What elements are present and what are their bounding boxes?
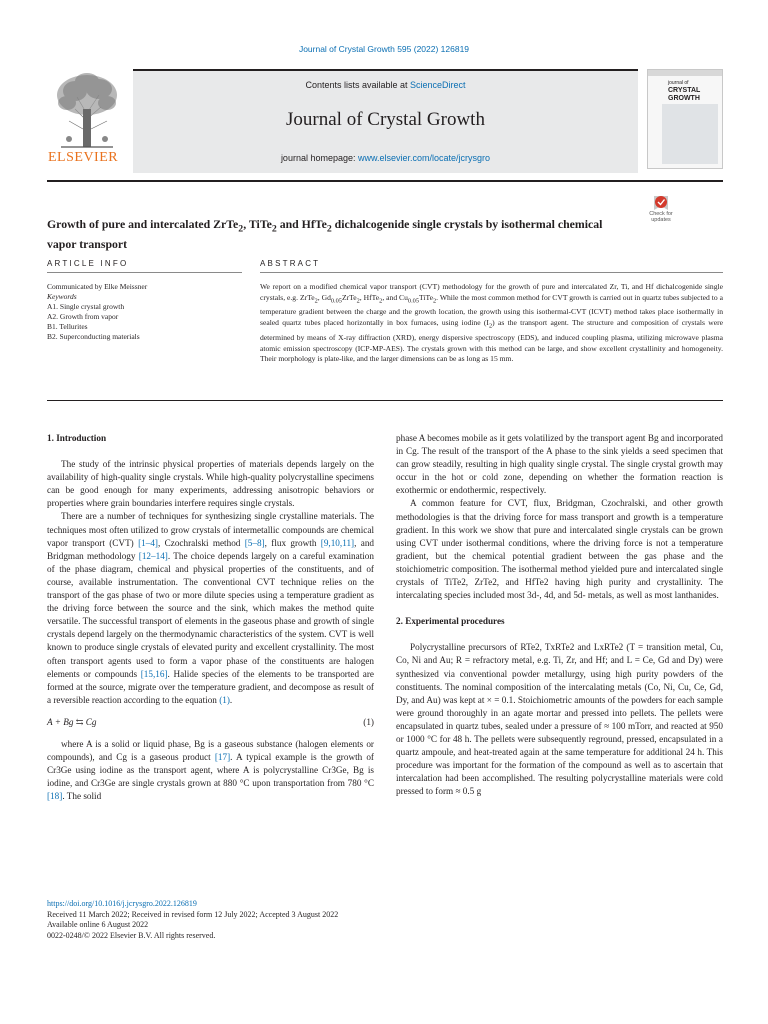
title-subscript: 2 — [326, 223, 332, 235]
abstract-part: , and Cu — [382, 292, 408, 302]
right-paragraph-1: phase A becomes mobile as it gets volatilized by the transport agent Bg and incorporated in Cg. The result of the transport of the A phase to the sink yields a seed specimen that can grow steadily, resulting in high quality single crystal. The single crystal growth may occur in the hot or cold zone, depending on whether the formation reaction is exothermic or endothermic, respectively. — [396, 433, 723, 496]
equation-number: (1) — [363, 716, 374, 727]
text-run: . The choice depends largely on a careful examination of the phase diagram, chemical and physical properties of the constituents, and of course, available instrumentation. The conventional CVT technique relies on the transport of the gas phase of two or more dilute species using a temperature gradient as the driving force between the source and the sink, which makes the method quite versatile. The successful transport of elements in the gaseous phase and growth of single crystals depend largely on the thermodynamic characteristics of the system. CVT is well known to produce single crystals of elevated purity and excellent crystallinity. The most often transport agents used to form a vapor phase of the constituents are halogen elements or compounds — [47, 550, 374, 679]
journal-citation-link[interactable]: Journal of Crystal Growth 595 (2022) 126819 — [298, 44, 470, 54]
reference-link[interactable]: [15,16] — [140, 668, 168, 679]
text-run: , flux growth — [264, 537, 321, 548]
experimental-paragraph-1: Polycrystalline precursors of RTe2, TxRTe2 and LxRTe2 (T = transition metal, Cu, Co, Ni and Au; R = refractory metal, e.g. Ti, Zr, and Hf; and L = Ce, Gd and Dy) were synthesized via conventional powder metallurgy, using high purity powders of the constituents. The nominal composition of the intercalating metals (Co, Ni, Cu, Ce, Gd, Dy, and Au) was kept at × = 0.1. Stoichiometric amounts of the powders for each sample were ground thoroughly in an agate mortar and pressed into pellets. The pellets were encapsulated in quartz tubes, sealed under a pressure of ≈ 100 mTorr, and reacted at 950 or 1000 °C for 48 h. The pellets were subsequently reground, pressed, encapsulated in a quartz ampoule, and heat-treated again at the same temperature for additional 24 h. This procedure was important for the formation of the compound as well as to ascertain that intercalation had been accomplished. The resulting polycrystalline materials were cold pressed to form ≈ 0.5 g — [396, 642, 723, 797]
abstract-sub: 2 — [379, 297, 383, 305]
elsevier-wordmark: ELSEVIER — [48, 150, 119, 165]
abstract-sub: 2 — [432, 297, 437, 305]
abstract-sub: 0.05 — [330, 297, 342, 305]
intro-paragraph-1: The study of the intrinsic physical properties of materials depends largely on the availability of high-quality single crystals. While high-quality polycrystalline specimens can be good enough for many experiments, addressing anisotropic behaviors or properties where grain boundaries interfere requires single crystals. — [47, 459, 374, 509]
text-run: There are a number of techniques for synthesizing single crystalline materials. The techniques most often utilized to grow crystals of intermetallic compounds are chemical vapor transport (CVT) — [47, 511, 374, 548]
abstract-rule — [260, 272, 723, 273]
homepage-link[interactable]: www.elsevier.com/locate/jcrysgro — [358, 153, 491, 163]
reference-link[interactable]: [17] — [214, 752, 231, 763]
abstract-sub: 2 — [314, 297, 318, 305]
left-column — [47, 432, 374, 803]
abstract-text — [260, 282, 723, 365]
abstract-part: ZrTe — [341, 292, 357, 302]
contents-line — [133, 80, 638, 90]
abstract-sub: 2 — [356, 297, 360, 305]
intro-paragraph-2 — [47, 510, 374, 706]
abstract-sub: 2 — [488, 322, 493, 330]
sciencedirect-link[interactable]: ScienceDirect — [410, 80, 466, 90]
reference-link[interactable]: [5–8] — [244, 537, 265, 548]
available-online: Available online 6 August 2022 — [47, 920, 149, 930]
contents-prefix: Contents lists available at — [305, 80, 411, 90]
copyright: 0022-0248/© 2022 Elsevier B.V. All rights reserved. — [47, 930, 216, 940]
text-run: , and Bridgman methodology — [47, 537, 375, 561]
text-run: . — [229, 694, 233, 705]
reference-link[interactable]: [18] — [47, 791, 63, 802]
article-footer — [47, 899, 723, 941]
check-updates-label: Check for updates — [649, 211, 673, 223]
text-run: . A typical example is the growth of Cr3Ge using iodine as the transport agent, where A is polycrystalline Cr3Ge, Bg is iodine, and Cr3Ge are single crystals grown at 880 °C upon transportation from 780 °C — [47, 752, 374, 789]
cover-top-bar — [648, 70, 722, 76]
check-for-updates-button[interactable] — [645, 194, 677, 230]
abstract-part: , Gd — [317, 292, 331, 302]
doi-link[interactable]: https://doi.org/10.1016/j.jcrysgro.2022.126819 — [47, 899, 197, 908]
homepage-line — [133, 153, 638, 163]
abstract-sub: 0.05 — [407, 297, 419, 305]
intro-paragraph-3 — [47, 738, 374, 803]
right-paragraph-2: A common feature for CVT, flux, Bridgman, Czochralski, and other growth methodologies is that the driving force for mass transport and growth is a temperature gradient. In this work we show that pure and intercalated single crystals can be grown using CVT under isothermal conditions, where the driving force is not a temperature gradient, but the chemical potential gradient between the gas phase and the stoichiometric composition. The isothermal method yielded pure and intercalated single crystals of TiTe2, ZrTe2, and HfTe2 having high purity and crystallinity. The intercalating species included most 3d-, 4d, and 5d- metals, as well as most lanthanides. — [396, 498, 723, 601]
equation-link[interactable]: (1) — [219, 694, 230, 705]
keywords-title: Keywords — [47, 292, 77, 301]
title-part: dichalcogenide single crystals by isothermal chemical vapor transport — [47, 217, 603, 251]
cover-title-line2: CRYSTAL — [668, 87, 701, 94]
check-updates-icon — [645, 194, 677, 212]
cover-title-line3: GROWTH — [668, 95, 700, 102]
equation-body: A + Bg ⇆ Cg — [47, 716, 97, 727]
title-part: Growth of pure and intercalated ZrTe — [47, 217, 239, 231]
elsevier-tree-icon — [47, 69, 127, 149]
journal-cover-thumbnail[interactable] — [647, 69, 723, 169]
header-divider — [47, 180, 723, 182]
keyword-item: B2. Superconducting materials — [47, 332, 140, 341]
cover-title — [668, 79, 720, 103]
article-info-heading: ARTICLE INFO — [47, 259, 129, 268]
title-part: , TiTe — [243, 217, 272, 231]
text-run: . The solid — [62, 791, 102, 802]
abstract-divider — [47, 400, 723, 401]
abstract-part: ) as the transport agent. The structure and composition of crystals were determined by means of X-ray diffraction (XRD), energy dispersive spectroscopy (EDS), and induced coupling plasma, utilizing microwave plasma atomic emission spectroscopy (ICP-MP-AES). The crystals grown with this method can be large, and show excellent crystallinity and homogeneity. Their morphology is plate-like, and the larger dimensions can be as long as 15 mm. — [260, 318, 723, 364]
homepage-prefix: journal homepage: — [280, 153, 358, 163]
keyword-item: B1. Tellurites — [47, 322, 88, 331]
keyword-item: A1. Single crystal growth — [47, 302, 125, 311]
keyword-item: A2. Growth from vapor — [47, 312, 119, 321]
communicated-by: Communicated by Elke Meissner — [47, 282, 148, 291]
reference-link[interactable]: [12–14] — [138, 550, 168, 561]
article-title — [47, 217, 617, 251]
reference-link[interactable]: [9,10,11] — [320, 537, 355, 548]
text-run: where A is a solid or liquid phase, Bg is a gaseous substance (halogen elements or compounds), and Cg is a gaseous product — [47, 738, 374, 763]
text-run: . Halide species of the elements to be transported are formed at the source, migrate over the temperature gradient, and decompose as result of a reversible reaction according to the equation — [47, 668, 374, 705]
abstract-part: , HfTe — [359, 292, 380, 302]
article-info — [47, 282, 242, 342]
title-part: and HfTe — [276, 217, 327, 231]
right-column — [396, 432, 723, 798]
masthead — [47, 69, 723, 173]
text-run: , Czochralski method — [157, 537, 245, 548]
section-heading-introduction: 1. Introduction — [47, 433, 107, 443]
equation-1 — [47, 716, 374, 729]
abstract-heading: ABSTRACT — [260, 259, 321, 268]
abstract-part: We report on a modified chemical vapor transport (CVT) methodology for the growth of pure and intercalated Zr, Ti, and Hf dichalcogenide single crystals, e.g. ZrTe — [260, 282, 723, 302]
cover-title-line1: journal of — [668, 80, 689, 86]
reference-link[interactable]: [1–4] — [138, 537, 158, 548]
abstract-part: TiTe — [419, 292, 433, 302]
received-dates: Received 11 March 2022; Received in revised form 12 July 2022; Accepted 3 August 2022 — [47, 909, 339, 919]
article-info-rule — [47, 272, 242, 273]
abstract-part: . While the most common method for CVT growth is carried out in quartz tubes subjected to a temperature gradient between the charge and the growth location, the growth using this isothermal-CVT (ICVT) method takes place isothermally in sealed quartz tubes placed horizontally in box furnaces, using iodine (I — [260, 292, 723, 328]
journal-title: Journal of Crystal Growth — [286, 109, 485, 130]
journal-header-band — [133, 69, 638, 173]
title-subscript: 2 — [238, 223, 244, 235]
section-heading-experimental: 2. Experimental procedures — [396, 616, 505, 627]
cover-image — [662, 104, 718, 164]
elsevier-logo[interactable] — [47, 69, 127, 169]
title-subscript: 2 — [271, 223, 277, 235]
